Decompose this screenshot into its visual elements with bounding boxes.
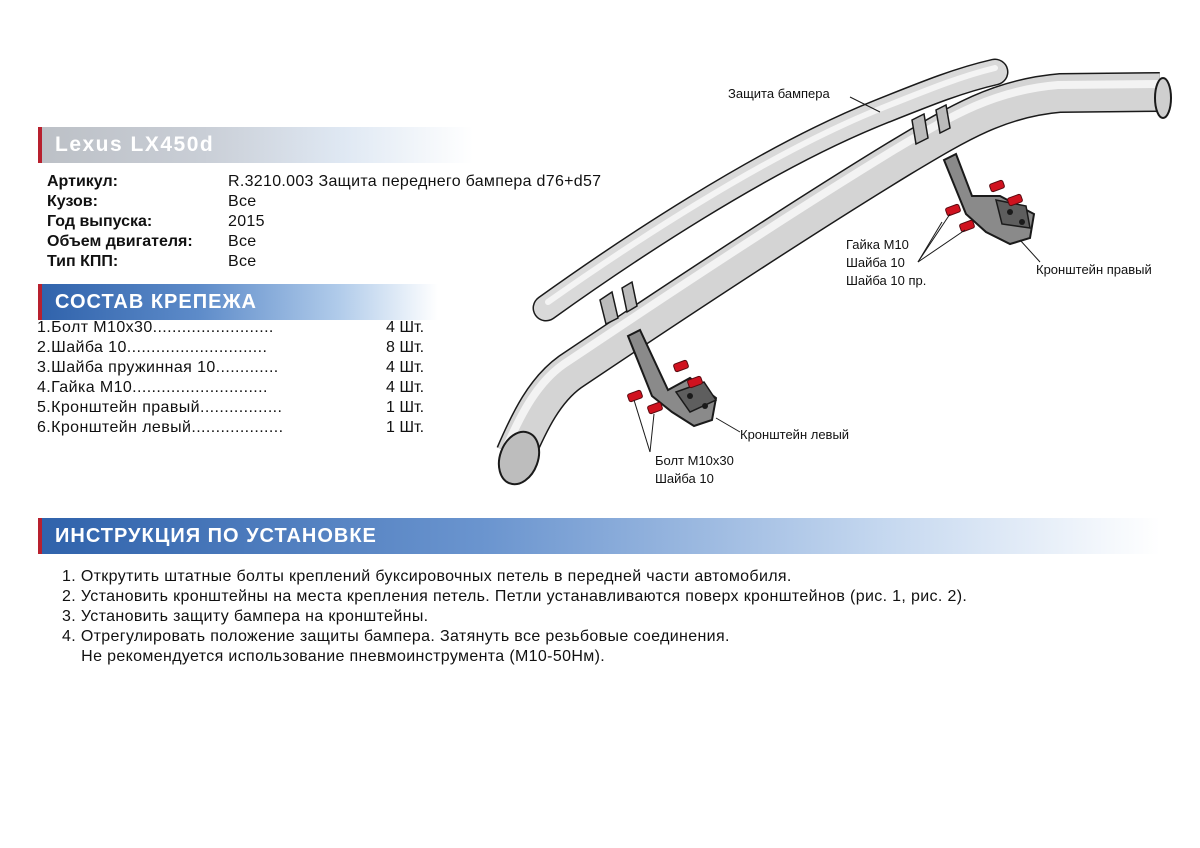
label-right-nut: Гайка М10: [846, 237, 909, 252]
bumper-guard-drawing: [480, 55, 1200, 510]
list-item: [37, 378, 437, 398]
instruction-note: Не рекомендуется использование пневмоинструмента (М10-50Нм).: [62, 648, 606, 665]
left-bracket: [628, 330, 716, 426]
part-qty: 4 Шт.: [386, 359, 425, 376]
spec-label: Тип КПП:: [47, 253, 119, 270]
label-right-washer: Шайба 10: [846, 255, 905, 270]
list-item: [37, 318, 437, 338]
list-item: [37, 398, 437, 418]
instruction-step: 3. Установить защиту бампера на кронштейны.: [62, 608, 429, 625]
spec-label: Кузов:: [47, 193, 98, 210]
label-right-spring-washer: Шайба 10 пр.: [846, 273, 927, 288]
fasteners-heading: СОСТАВ КРЕПЕЖА: [55, 290, 257, 313]
part-name: 2.Шайба 10.............................: [37, 339, 268, 356]
instruction-step: 4. Отрегулировать положение защиты бампера. Затянуть все резьбовые соединения.: [62, 628, 730, 645]
label-left-washer: Шайба 10: [655, 471, 714, 486]
part-qty: 4 Шт.: [386, 319, 425, 336]
part-name: 4.Гайка М10............................: [37, 379, 268, 396]
spec-label: Артикул:: [47, 173, 118, 190]
part-qty: 4 Шт.: [386, 379, 425, 396]
part-qty: 1 Шт.: [386, 399, 425, 416]
part-name: 3.Шайба пружинная 10.............: [37, 359, 279, 376]
spec-value: Все: [228, 233, 257, 250]
fasteners-band: [38, 284, 438, 320]
part-name: 1.Болт М10х30.........................: [37, 319, 274, 336]
title-band: [38, 127, 473, 163]
instructions-heading: ИНСТРУКЦИЯ ПО УСТАНОВКЕ: [55, 524, 377, 547]
instructions-band: [38, 518, 1160, 554]
instruction-step: 1. Открутить штатные болты креплений буксировочных петель в передней части автомобиля.: [62, 568, 792, 585]
part-qty: 1 Шт.: [386, 419, 425, 436]
spec-label: Объем двигателя:: [47, 233, 193, 250]
list-item: [37, 418, 437, 438]
spec-value: R.3210.003 Защита переднего бампера d76+d57: [228, 173, 602, 190]
list-item: [37, 338, 437, 358]
list-item: [37, 358, 437, 378]
label-left-bolt: Болт М10х30: [655, 453, 734, 468]
instruction-step: 2. Установить кронштейны на места крепления петель. Петли устанавливаются поверх кронштейнов (рис. 1, рис. 2).: [62, 588, 968, 605]
part-qty: 8 Шт.: [386, 339, 425, 356]
spec-value: Все: [228, 253, 257, 270]
spec-value: 2015: [228, 213, 265, 230]
label-bumper-guard: Защита бампера: [728, 86, 830, 101]
label-left-bracket: Кронштейн левый: [740, 427, 850, 442]
spec-label: Год выпуска:: [47, 213, 153, 230]
part-name: 5.Кронштейн правый.................: [37, 399, 283, 416]
part-name: 6.Кронштейн левый...................: [37, 419, 284, 436]
label-right-bracket: Кронштейн правый: [1036, 262, 1152, 277]
spec-value: Все: [228, 193, 257, 210]
upper-tube: [546, 68, 995, 308]
page-title: Lexus LX450d: [55, 133, 215, 156]
